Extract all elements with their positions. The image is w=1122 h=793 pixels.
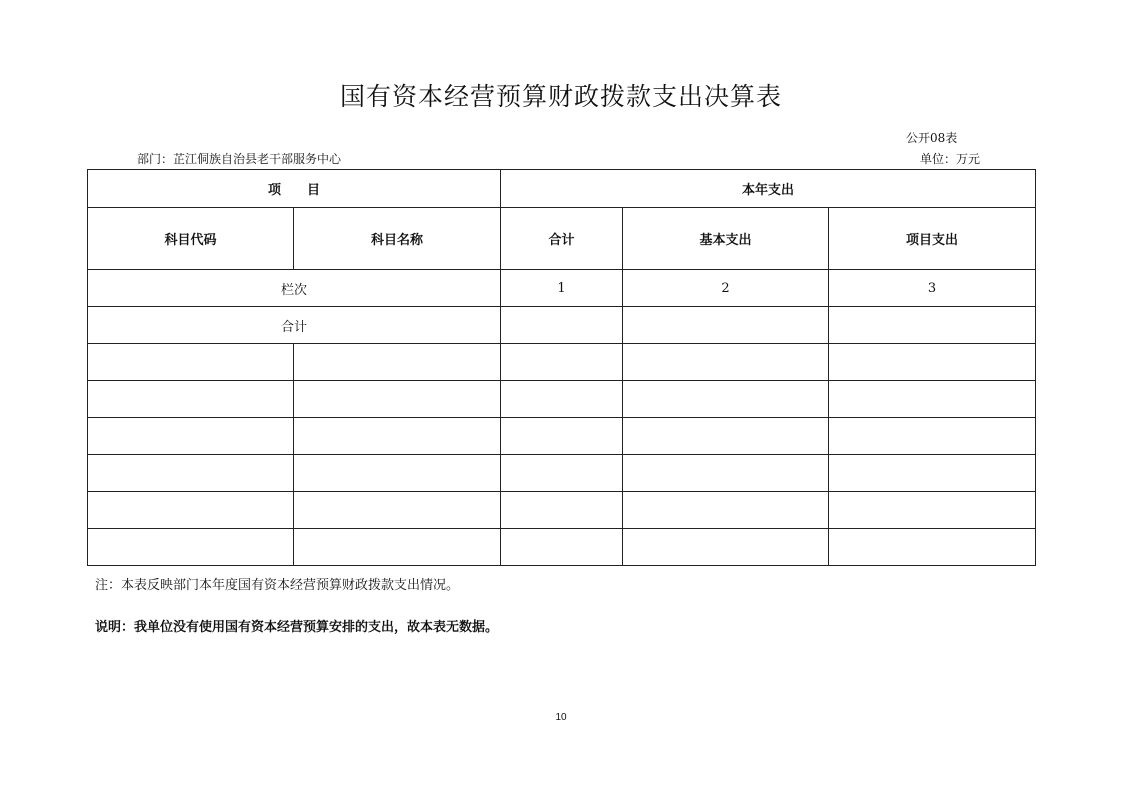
expenditure-table	[87, 169, 1036, 566]
footnote: 注：本表反映部门本年度国有资本经营预算财政拨款支出情况。	[95, 578, 460, 593]
table-cell	[829, 344, 1036, 381]
column-index-row	[88, 270, 1036, 307]
total-cell	[501, 307, 623, 344]
table-cell	[623, 455, 829, 492]
col-number-1: 1	[501, 270, 623, 307]
table-cell	[501, 455, 623, 492]
row-column-label: 栏次	[88, 270, 501, 307]
table-cell	[501, 492, 623, 529]
table-row	[88, 529, 1036, 566]
table-cell	[501, 529, 623, 566]
col-number-2: 2	[623, 270, 829, 307]
total-basic-cell	[623, 307, 829, 344]
table-cell	[88, 529, 294, 566]
table-cell	[829, 381, 1036, 418]
unit-label: 单位：万元	[920, 152, 981, 166]
table-cell	[623, 381, 829, 418]
table-row	[88, 455, 1036, 492]
col-number-3: 3	[829, 270, 1036, 307]
table-cell	[623, 492, 829, 529]
col-name-header: 科目名称	[294, 208, 501, 270]
table-cell	[294, 455, 501, 492]
table-row	[88, 381, 1036, 418]
table-cell	[88, 455, 294, 492]
row-total-label: 合计	[88, 307, 501, 344]
table-cell	[294, 529, 501, 566]
total-project-cell	[829, 307, 1036, 344]
table-cell	[294, 381, 501, 418]
col-total-header: 合计	[501, 208, 623, 270]
table-row	[88, 492, 1036, 529]
header-item: 项 目	[88, 170, 501, 208]
table-cell	[829, 455, 1036, 492]
explanation-note: 说明：我单位没有使用国有资本经营预算安排的支出，故本表无数据。	[95, 620, 499, 635]
table-cell	[88, 344, 294, 381]
table-cell	[623, 418, 829, 455]
table-cell	[829, 418, 1036, 455]
col-basic-header: 基本支出	[623, 208, 829, 270]
page-title: 国有资本经营预算财政拨款支出决算表	[339, 82, 782, 111]
table-cell	[623, 344, 829, 381]
table-cell	[88, 381, 294, 418]
col-project-header: 项目支出	[829, 208, 1036, 270]
table-cell	[501, 344, 623, 381]
department-label: 部门：芷江侗族自治县老干部服务中心	[137, 152, 342, 166]
table-row	[88, 418, 1036, 455]
header-row-2	[88, 208, 1036, 270]
page-number: 10	[555, 712, 567, 723]
table-cell	[88, 492, 294, 529]
total-row	[88, 307, 1036, 344]
table-cell	[623, 529, 829, 566]
table-cell	[501, 381, 623, 418]
header-current-year: 本年支出	[501, 170, 1036, 208]
table-cell	[88, 418, 294, 455]
table-cell	[829, 492, 1036, 529]
header-row-1	[88, 170, 1036, 208]
table-row	[88, 344, 1036, 381]
table-number: 公开08表	[906, 131, 958, 145]
table-cell	[294, 492, 501, 529]
table-cell	[829, 529, 1036, 566]
col-code-header: 科目代码	[88, 208, 294, 270]
table-cell	[294, 418, 501, 455]
table-cell	[294, 344, 501, 381]
table-cell	[501, 418, 623, 455]
